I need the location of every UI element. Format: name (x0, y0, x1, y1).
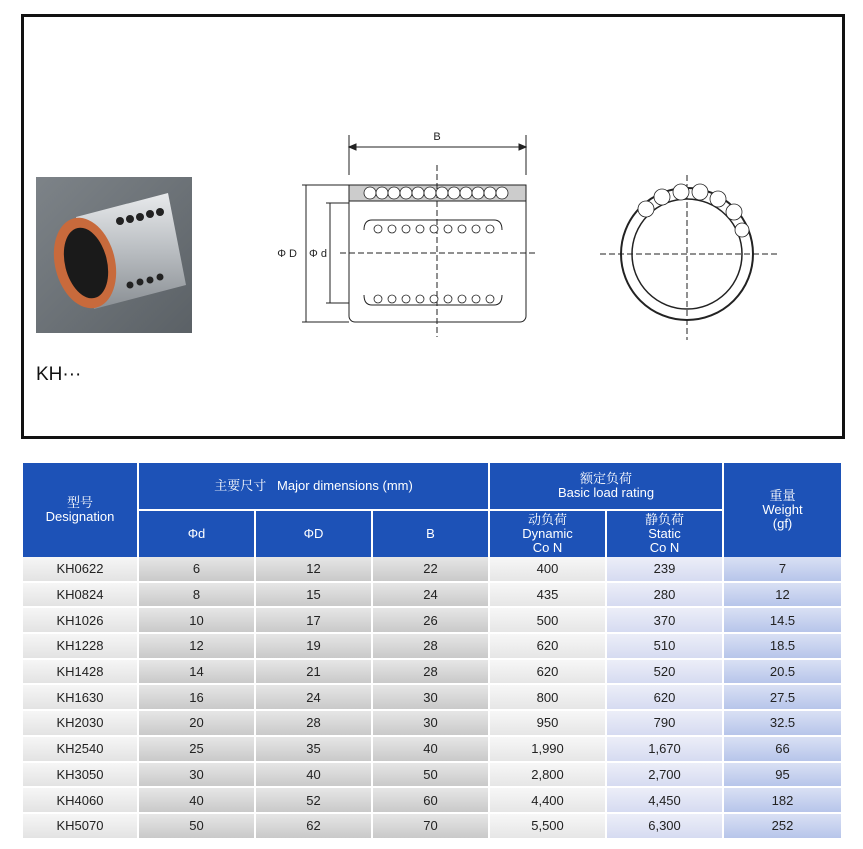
outer-diameter-cell: 12 (256, 557, 371, 583)
static-load-cell: 620 (607, 685, 722, 711)
dynamic-load-header-cn: 动负荷 (528, 512, 568, 527)
length-cell: 26 (373, 608, 488, 634)
static-load-cell: 2,700 (607, 763, 722, 789)
major-dimensions-header: 主要尺寸 Major dimensions (mm) (139, 463, 488, 509)
static-load-cell: 520 (607, 660, 722, 686)
designation-cell: KH1026 (23, 608, 137, 634)
static-load-cell: 510 (607, 634, 722, 660)
table-row (23, 660, 841, 686)
load-rating-header-en: Basic load rating (557, 485, 655, 500)
table-row (23, 763, 841, 789)
inner-diameter-cell: 50 (139, 814, 254, 840)
dynamic-load-header-en: Dynamic (522, 526, 573, 541)
bearing-photo (36, 177, 192, 333)
designation-header-en: Designation (45, 509, 115, 524)
inner-diameter-header: Φd (139, 509, 254, 557)
specification-table (21, 463, 843, 840)
table-row (23, 634, 841, 660)
outer-diameter-cell: 52 (256, 788, 371, 814)
dynamic-load-cell: 4,400 (490, 788, 605, 814)
weight-cell: 32.5 (724, 711, 841, 737)
weight-cell: 7 (724, 557, 841, 583)
dynamic-load-cell: 950 (490, 711, 605, 737)
designation-cell: KH2030 (23, 711, 137, 737)
outer-diameter-cell: 28 (256, 711, 371, 737)
designation-cell: KH1630 (23, 685, 137, 711)
length-cell: 70 (373, 814, 488, 840)
static-load-cell: 370 (607, 608, 722, 634)
weight-cell: 66 (724, 737, 841, 763)
table-row (23, 583, 841, 609)
outer-diameter-cell: 21 (256, 660, 371, 686)
table-row (23, 737, 841, 763)
inner-diameter-cell: 12 (139, 634, 254, 660)
dim-label-inner-d: Φ d (309, 248, 327, 260)
load-rating-header (490, 463, 722, 509)
designation-cell: KH1228 (23, 634, 137, 660)
end-view-drawing (600, 175, 780, 345)
table-row (23, 814, 841, 840)
designation-header (23, 463, 137, 557)
dynamic-load-cell: 5,500 (490, 814, 605, 840)
outer-diameter-cell: 35 (256, 737, 371, 763)
static-load-header-cn: 静负荷 (645, 512, 685, 527)
dynamic-load-header (490, 509, 605, 557)
length-cell: 22 (373, 557, 488, 583)
table-row (23, 685, 841, 711)
length-cell: 30 (373, 711, 488, 737)
dim-label-b: B (433, 131, 441, 143)
model-label: KH··· (36, 364, 82, 385)
weight-cell: 20.5 (724, 660, 841, 686)
inner-diameter-cell: 6 (139, 557, 254, 583)
designation-cell: KH4060 (23, 788, 137, 814)
static-load-cell: 1,670 (607, 737, 722, 763)
dynamic-load-cell: 2,800 (490, 763, 605, 789)
inner-diameter-cell: 8 (139, 583, 254, 609)
dynamic-load-cell: 435 (490, 583, 605, 609)
length-cell: 40 (373, 737, 488, 763)
dynamic-load-cell: 800 (490, 685, 605, 711)
outer-diameter-cell: 40 (256, 763, 371, 789)
weight-cell: 95 (724, 763, 841, 789)
length-cell: 28 (373, 660, 488, 686)
weight-cell: 12 (724, 583, 841, 609)
inner-diameter-cell: 40 (139, 788, 254, 814)
designation-cell: KH0622 (23, 557, 137, 583)
length-cell: 60 (373, 788, 488, 814)
weight-header-unit: (gf) (772, 516, 793, 531)
static-load-header-en: Static (648, 526, 681, 541)
weight-cell: 18.5 (724, 634, 841, 660)
dynamic-load-header-unit: Co N (532, 540, 563, 555)
length-cell: 50 (373, 763, 488, 789)
outer-diameter-header: ΦD (256, 509, 371, 557)
outer-diameter-cell: 24 (256, 685, 371, 711)
designation-cell: KH3050 (23, 763, 137, 789)
inner-diameter-cell: 20 (139, 711, 254, 737)
weight-cell: 27.5 (724, 685, 841, 711)
table-row (23, 711, 841, 737)
static-load-cell: 4,450 (607, 788, 722, 814)
table-row (23, 788, 841, 814)
inner-diameter-cell: 25 (139, 737, 254, 763)
inner-diameter-cell: 16 (139, 685, 254, 711)
static-load-cell: 280 (607, 583, 722, 609)
designation-cell: KH2540 (23, 737, 137, 763)
dynamic-load-cell: 500 (490, 608, 605, 634)
table-row (23, 557, 841, 583)
length-cell: 30 (373, 685, 488, 711)
inner-diameter-cell: 30 (139, 763, 254, 789)
weight-cell: 182 (724, 788, 841, 814)
load-rating-header-cn: 额定负荷 (580, 471, 633, 486)
specification-table-body (23, 557, 841, 840)
length-cell: 24 (373, 583, 488, 609)
designation-cell: KH1428 (23, 660, 137, 686)
dynamic-load-cell: 620 (490, 660, 605, 686)
static-load-header (607, 509, 722, 557)
weight-header-cn: 重量 (769, 488, 796, 503)
static-load-cell: 6,300 (607, 814, 722, 840)
weight-cell: 252 (724, 814, 841, 840)
static-load-header-unit: Co N (649, 540, 680, 555)
inner-diameter-cell: 10 (139, 608, 254, 634)
length-header: B (373, 509, 488, 557)
dynamic-load-cell: 1,990 (490, 737, 605, 763)
designation-header-cn: 型号 (66, 495, 93, 510)
table-row (23, 608, 841, 634)
outer-diameter-cell: 15 (256, 583, 371, 609)
dynamic-load-cell: 400 (490, 557, 605, 583)
dim-label-outer-d: Φ D (277, 248, 297, 260)
inner-diameter-cell: 14 (139, 660, 254, 686)
side-view-drawing (270, 125, 540, 345)
static-load-cell: 790 (607, 711, 722, 737)
designation-cell: KH5070 (23, 814, 137, 840)
outer-diameter-cell: 19 (256, 634, 371, 660)
length-cell: 28 (373, 634, 488, 660)
weight-header (724, 463, 841, 557)
outer-diameter-cell: 62 (256, 814, 371, 840)
designation-cell: KH0824 (23, 583, 137, 609)
static-load-cell: 239 (607, 557, 722, 583)
weight-header-en: Weight (762, 502, 803, 517)
outer-diameter-cell: 17 (256, 608, 371, 634)
dynamic-load-cell: 620 (490, 634, 605, 660)
weight-cell: 14.5 (724, 608, 841, 634)
